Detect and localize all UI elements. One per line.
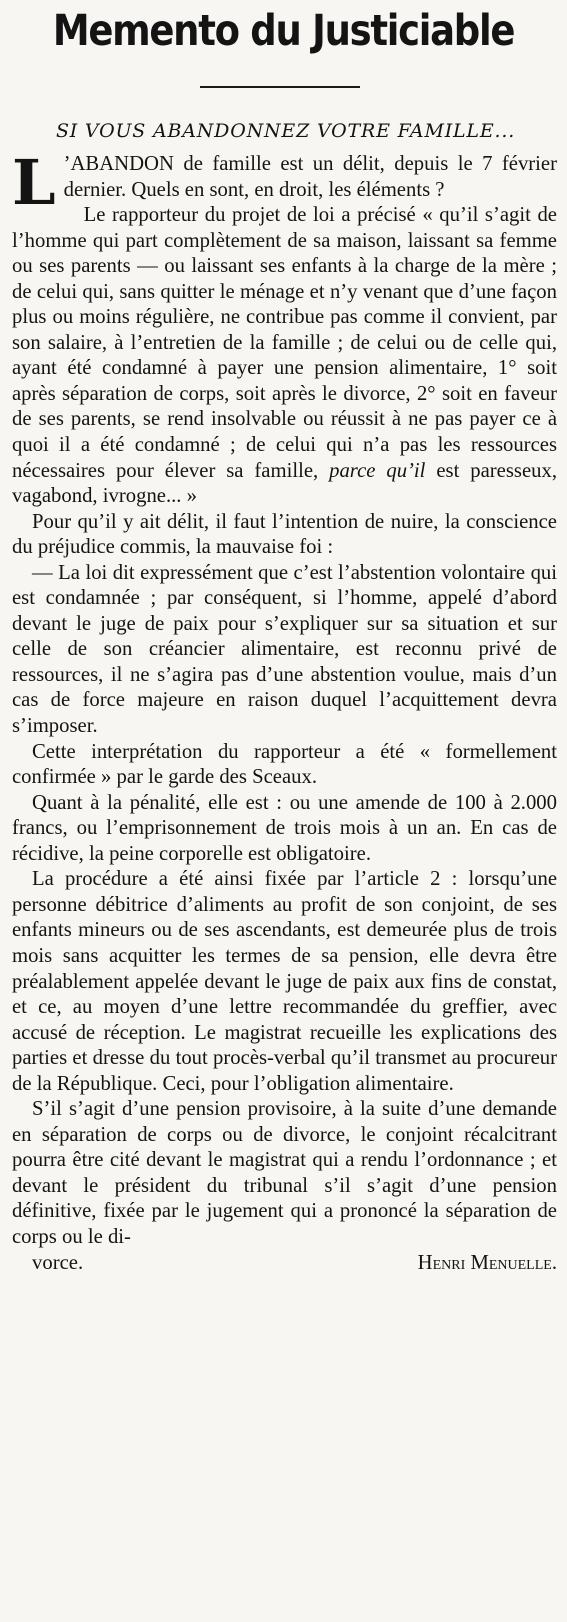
opening-word: ’ABANDON <box>63 153 174 175</box>
paragraph-provisional-pension: S’il s’agit d’une pension provisoire, à la suite d’une demande en séparation de corps ou de divorce, le conjoint récalcitrant pourra être cité devant le magistrat qui a rendu l’ordonnance ; et devant le président du tribunal s’il s’agit d’une pension définitive, fixée par le jugement qui a prononcé la séparation de corps ou le di- <box>12 1098 557 1248</box>
paragraph-intention: Pour qu’il y ait délit, il faut l’intention de nuire, la conscience du préjudice commis, la mauvaise foi : <box>12 510 557 559</box>
paragraph-penalty: Quant à la pénalité, elle est : ou une amende de 100 à 2.000 francs, ou l’emprisonnement de trois mois à un an. En cas de récidive, la peine corporelle est obligatoire. <box>12 791 557 865</box>
paragraph-procedure: La procédure a été ainsi fixée par l’article 2 : lorsqu’une personne débitrice d’aliments au profit de son conjoint, de ses enfants mineurs ou de ses ascendants, est demeurée plus de trois mois sans acquitter les termes de sa pension, elle devra être préalablement appelée devant le juge de paix aux fins de constat, et ce, au moyen d’une lettre recommandée du greffier, avec accusé de réception. Le magistrat recueille les explications des parties et dresse du tout procès-verbal qu’il transmet au procureur de la République. Ceci, pour l’obligation alimentaire. <box>12 868 557 1095</box>
article-body <box>12 146 557 1276</box>
article-title: Memento du Justiciable <box>52 6 515 56</box>
paragraph-abstention: — La loi dit expressément que c’est l’abstention volontaire qui est condamnée ; par conséquent, si l’homme, appelé d’abord devant le juge de paix pour s’expliquer sur sa situation et sur celle de son créancier alimentaire, est reconnu privé de ressources, il ne s’agira pas d’une abstention voulue, mais d’un cas de force majeure en raison duquel l’acquittement devra s’imposer. <box>12 561 557 738</box>
closing-line <box>12 1251 557 1277</box>
quote-text-end: est paresseux, vagabond, ivrogne... » <box>12 459 557 508</box>
title-divider <box>200 86 360 88</box>
last-word: vorce. <box>32 1251 84 1274</box>
paragraph-intro <box>12 146 557 219</box>
italic-phrase: parce qu’il <box>329 459 426 482</box>
author-signature: Henri Menuelle. <box>417 1251 557 1274</box>
quote-text-start: Le rapporteur du projet de loi a précisé « qu’il s’agit de l’homme qui part complètement de sa maison, laissant sa femme ou ses parents — ou laissant ses enfants à la charge de la mère ; de celui qui, sans quitter le ménage et n’y venant que d’une façon plus ou moins régulière, ne contribue pas comme il convient, par son salaire, à l’entretien de la famille ; de celui ou de celle qui, ayant été condamné à payer une pension alimentaire, 1° soit après séparation de corps, soit après le divorce, 2° soit en faveur de ses parents, se rend insolvable ou réussit à ne pas payer ce à quoi il a été condamné ; de celui qui n’a pas les ressources nécessaires pour élever sa famille, <box>12 204 557 482</box>
paragraph-rapporteur-quote <box>12 203 557 510</box>
paragraph-interpretation: Cette interprétation du rapporteur a été « formellement confirmée » par le garde des Sceaux. <box>12 740 557 789</box>
article-subtitle: SI VOUS ABANDONNEZ VOTRE FAMILLE... <box>55 120 516 142</box>
paragraph-text: de famille est un délit, depuis le 7 février dernier. Quels en sont, en droit, les éléments ? <box>63 153 557 201</box>
drop-cap: L <box>12 146 56 219</box>
